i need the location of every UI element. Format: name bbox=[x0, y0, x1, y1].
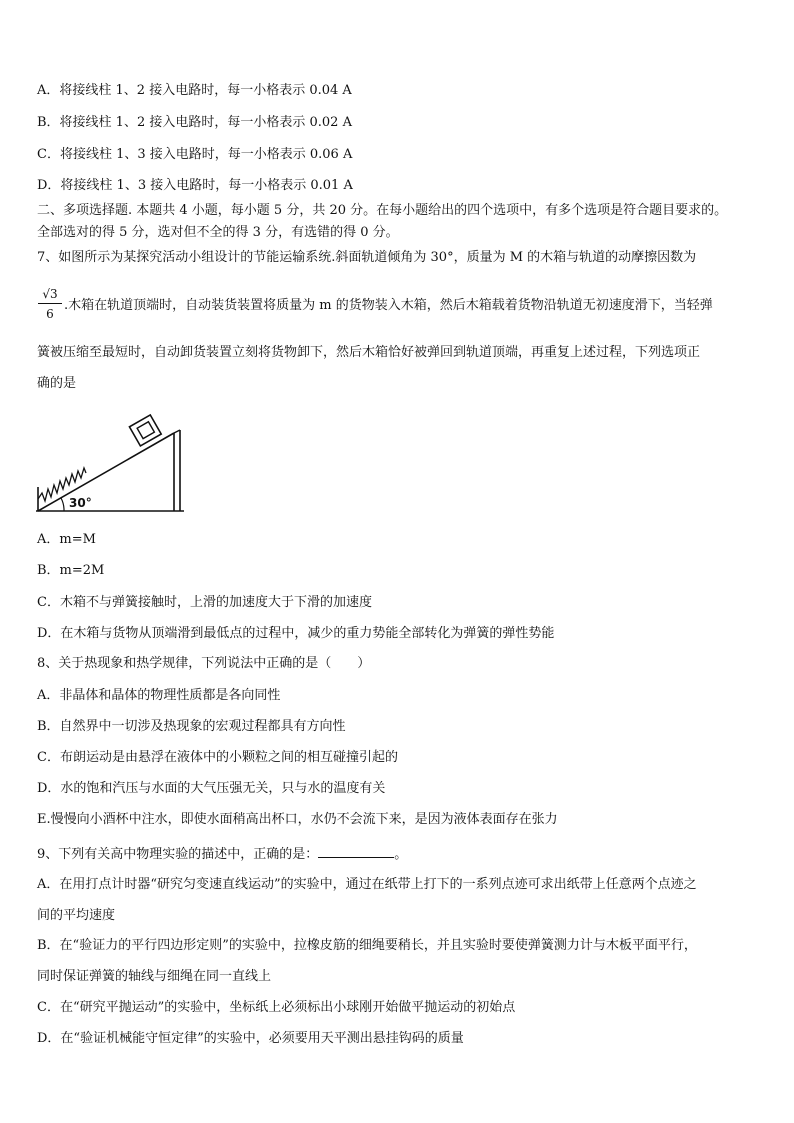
incline-spring-figure bbox=[34, 403, 194, 515]
q6-option-d: D．将接线柱 1、3 接入电路时，每一小格表示 0.01 A bbox=[37, 178, 353, 193]
q6-option-b: B．将接线柱 1、2 接入电路时，每一小格表示 0.02 A bbox=[37, 115, 352, 130]
q7-stem-line-4: 确的是 bbox=[37, 376, 77, 391]
q9-stem: 9、下列有关高中物理实验的描述中，正确的是： bbox=[37, 847, 319, 862]
friction-coefficient-fraction bbox=[38, 287, 62, 321]
q9-option-d: D．在“验证机械能守恒定律”的实验中，必须要用天平测出悬挂钩码的质量 bbox=[37, 1031, 464, 1046]
q7-option-d: D．在木箱与货物从顶端滑到最低点的过程中，减少的重力势能全部转化为弹簧的弹性势能 bbox=[37, 626, 555, 641]
q9-option-a-line-2: 间的平均速度 bbox=[37, 908, 116, 923]
q9-stem-end: 。 bbox=[394, 847, 408, 862]
q8-stem: 8、关于热现象和热学规律，下列说法中正确的是（ ） bbox=[37, 656, 371, 671]
angle-label: 30° bbox=[69, 496, 92, 510]
q8-option-a: A．非晶体和晶体的物理性质都是各向同性 bbox=[37, 688, 281, 703]
q7-option-b: B．m=2M bbox=[37, 563, 105, 578]
q8-option-b: B．自然界中一切涉及热现象的宏观过程都具有方向性 bbox=[37, 719, 346, 734]
q9-option-c: C．在“研究平抛运动”的实验中，坐标纸上必须标出小球刚开始做平抛运动的初始点 bbox=[37, 1000, 516, 1015]
q7-stem-line-1: 7、如图所示为某探究活动小组设计的节能运输系统.斜面轨道倾角为 30°，质量为 M 的木箱与轨道的动摩擦因数为 bbox=[37, 250, 697, 265]
q6-option-a: A．将接线柱 1、2 接入电路时，每一小格表示 0.04 A bbox=[37, 83, 352, 98]
q7-stem-line-3: 簧被压缩至最短时，自动卸货装置立刻将货物卸下，然后木箱恰好被弹回到轨道顶端，再重复上述过程，下列选项正 bbox=[37, 345, 701, 360]
fraction-denominator: 6 bbox=[46, 307, 54, 321]
q9-option-b-line-1: B．在“验证力的平行四边形定则”的实验中，拉橡皮筋的细绳要稍长，并且实验时要使弹簧测力计与木板平面平行， bbox=[37, 938, 697, 953]
q9-option-a-line-1: A．在用打点计时器“研究匀变速直线运动”的实验中，通过在纸带上打下的一系列点迹可求出纸带上任意两个点迹之 bbox=[37, 877, 697, 892]
fraction-numerator: √3 bbox=[38, 287, 62, 304]
q9-option-b-line-2: 同时保证弹簧的轴线与细绳在同一直线上 bbox=[37, 969, 272, 984]
answer-blank[interactable] bbox=[318, 845, 394, 858]
q6-option-c: C．将接线柱 1、3 接入电路时，每一小格表示 0.06 A bbox=[37, 147, 353, 162]
q8-option-d: D．水的饱和汽压与水面的大气压强无关，只与水的温度有关 bbox=[37, 781, 386, 796]
q8-option-c: C．布朗运动是由悬浮在液体中的小颗粒之间的相互碰撞引起的 bbox=[37, 750, 398, 765]
section-heading-line-1: 二、多项选择题. 本题共 4 小题，每小题 5 分，共 20 分。在每小题给出的四个选项中，有多个选项是符合题目要求的。 bbox=[37, 203, 728, 218]
section-heading-line-2: 全部选对的得 5 分，选对但不全的得 3 分，有选错的得 0 分。 bbox=[37, 225, 399, 240]
q9-stem-row bbox=[37, 845, 764, 863]
q8-option-e: E.慢慢向小酒杯中注水，即使水面稍高出杯口，水仍不会流下来，是因为液体表面存在张力 bbox=[37, 812, 558, 827]
q7-option-c: C．木箱不与弹簧接触时，上滑的加速度大于下滑的加速度 bbox=[37, 595, 372, 610]
q7-stem-line-2: .木箱在轨道顶端时，自动装货装置将质量为 m 的货物装入木箱，然后木箱载着货物沿轨道无初速度滑下，当轻弹 bbox=[64, 298, 713, 313]
q7-option-a: A．m=M bbox=[37, 532, 96, 547]
